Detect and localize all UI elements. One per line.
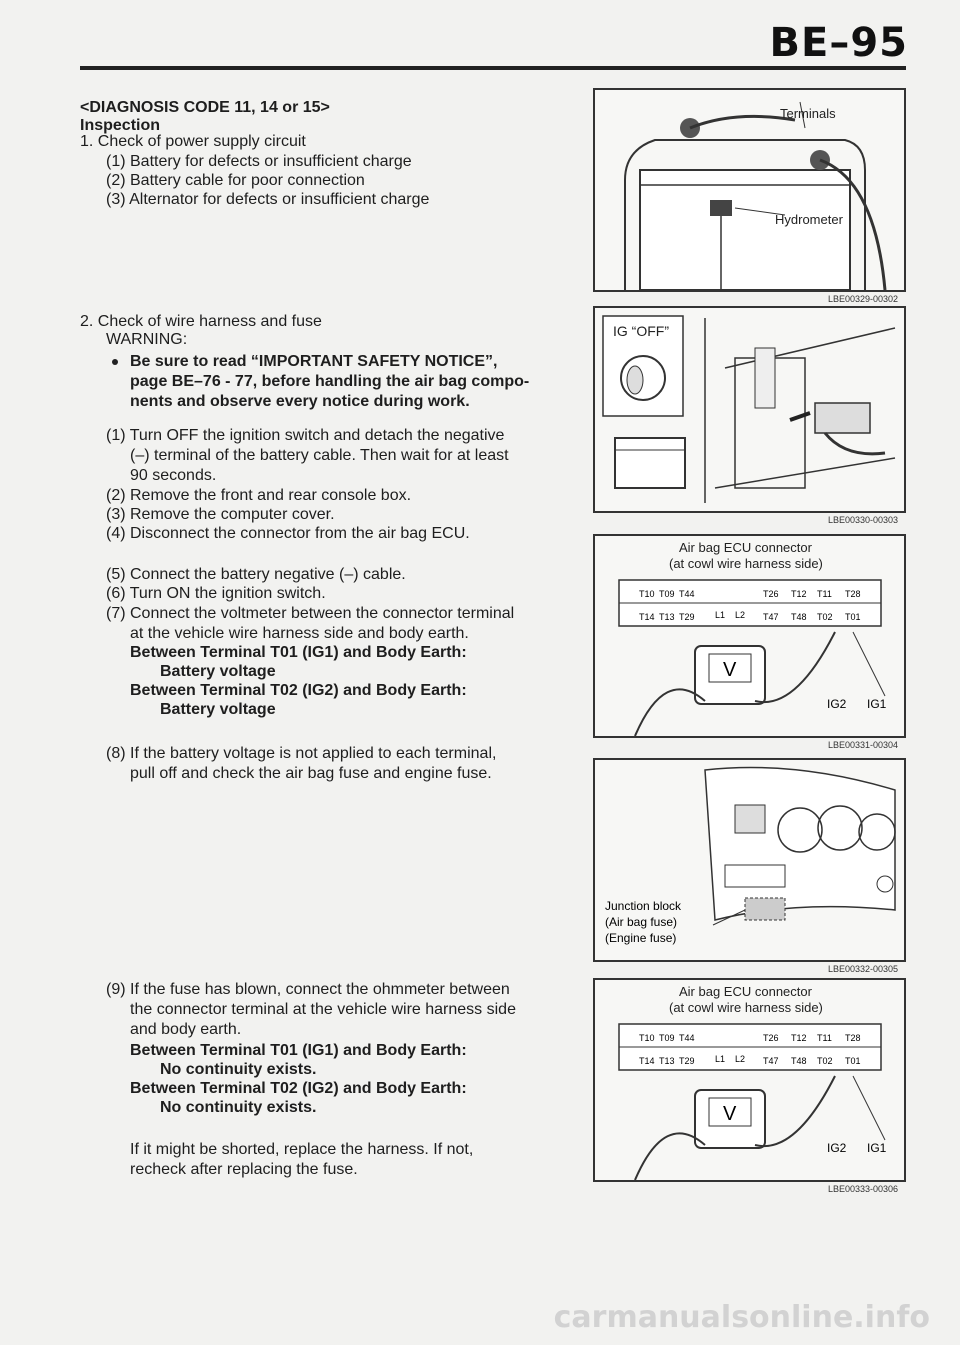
pin-l2: L2: [735, 610, 746, 620]
step-2-1c: 90 seconds.: [130, 467, 217, 484]
step-2-9b: the connector terminal at the vehicle wire harness side: [130, 1001, 516, 1018]
step-1-3: (3) Alternator for defects or insufficient charge: [106, 191, 430, 208]
figure-junction-block: [593, 758, 906, 962]
pin-t01: T01: [845, 612, 861, 622]
label-ig2-2: IG2: [827, 1141, 847, 1155]
pin-t11: T11: [817, 589, 832, 599]
step-2-2: (2) Remove the front and rear console box.: [106, 487, 412, 504]
pin-t12: T12: [791, 1033, 807, 1043]
pin-t11: T11: [817, 1033, 832, 1043]
section-subtitle: Inspection: [80, 117, 161, 134]
figure-connector-ohmmeter: [593, 978, 906, 1182]
step-1: 1. Check of power supply circuit: [80, 133, 306, 150]
connector-diagram-2: [595, 980, 904, 1180]
pin-l1: L1: [715, 1054, 726, 1064]
figure-connector-voltmeter: [593, 534, 906, 738]
label-air-bag-fuse: (Air bag fuse): [605, 915, 678, 929]
ohmmeter-v: V: [723, 1103, 737, 1125]
pin-t02: T02: [817, 612, 833, 622]
figure-ignition: [593, 306, 906, 513]
figure-code-2: LBE00330-00303: [828, 515, 899, 525]
pin-t14: T14: [639, 612, 655, 622]
pin-t12: T12: [791, 589, 807, 599]
pin-t47: T47: [763, 1056, 779, 1066]
step-2-9e: No continuity exists.: [160, 1061, 317, 1078]
figure-code-5: LBE00333-00306: [828, 1184, 899, 1194]
connector-subtitle-2: (at cowl wire harness side): [669, 1000, 823, 1015]
pin-t44: T44: [679, 589, 695, 599]
label-hydrometer: Hydrometer: [775, 212, 843, 227]
pin-l1: L1: [715, 610, 726, 620]
pin-t48: T48: [791, 1056, 807, 1066]
pin-t14: T14: [639, 1056, 655, 1066]
step-2-7a: (7) Connect the voltmeter between the connector terminal: [106, 605, 515, 622]
label-ig-off: IG “OFF”: [613, 323, 669, 339]
label-ig2-1: IG2: [827, 697, 847, 711]
bullet-icon: [112, 359, 118, 365]
warning-line-2: page BE–76 - 77, before handling the air bag compo-: [130, 373, 530, 390]
dashboard-illustration: [595, 760, 904, 960]
ignition-illustration: [595, 308, 904, 511]
step-2-1a: (1) Turn OFF the ignition switch and detach the negative: [106, 427, 505, 444]
step-2-9d: Between Terminal T01 (IG1) and Body Earth:: [130, 1042, 467, 1059]
step-2-9f: Between Terminal T02 (IG2) and Body Earth:: [130, 1080, 467, 1097]
warning-line-1: [112, 352, 497, 372]
step-2-8a: (8) If the battery voltage is not applied to each terminal,: [106, 745, 497, 762]
header-rule: [80, 66, 906, 70]
watermark: carmanualsonline.info: [553, 1300, 930, 1335]
battery-illustration: [595, 90, 904, 290]
step-2-1b: (–) terminal of the battery cable. Then wait for at least: [130, 447, 509, 464]
pin-t13: T13: [659, 612, 675, 622]
pin-t28: T28: [845, 589, 861, 599]
pin-t02: T02: [817, 1056, 833, 1066]
step-2-8b: pull off and check the air bag fuse and engine fuse.: [130, 765, 492, 782]
pin-t01: T01: [845, 1056, 861, 1066]
step-2-9a: (9) If the fuse has blown, connect the ohmmeter between: [106, 981, 510, 998]
step-2-9c: and body earth.: [130, 1021, 242, 1038]
step-2: 2. Check of wire harness and fuse: [80, 313, 322, 330]
voltmeter-v-1: V: [723, 659, 737, 681]
figure-battery: [593, 88, 906, 292]
step-2-9g: No continuity exists.: [160, 1099, 317, 1116]
pin-t44: T44: [679, 1033, 695, 1043]
pin-l2: L2: [735, 1054, 746, 1064]
step-2-9i: recheck after replacing the fuse.: [130, 1161, 358, 1178]
step-1-2: (2) Battery cable for poor connection: [106, 172, 365, 189]
pin-t29: T29: [679, 1056, 695, 1066]
pin-t26: T26: [763, 589, 779, 599]
label-engine-fuse: (Engine fuse): [605, 931, 677, 945]
step-2-7b: at the vehicle wire harness side and body earth.: [130, 625, 469, 642]
page-number: BE–95: [769, 20, 908, 66]
pin-t09: T09: [659, 589, 675, 599]
connector-title-2: Air bag ECU connector: [679, 984, 812, 999]
warning-line-3: nents and observe every notice during work.: [130, 393, 470, 410]
warning-text-1: Be sure to read “IMPORTANT SAFETY NOTICE”,: [130, 353, 498, 370]
pin-t48: T48: [791, 612, 807, 622]
connector-subtitle-1: (at cowl wire harness side): [669, 556, 823, 571]
figure-code-4: LBE00332-00305: [828, 964, 899, 974]
pin-t47: T47: [763, 612, 779, 622]
pin-t13: T13: [659, 1056, 675, 1066]
label-ig1-2: IG1: [867, 1141, 887, 1155]
pin-t28: T28: [845, 1033, 861, 1043]
warning-label: WARNING:: [106, 331, 188, 348]
step-2-9h: If it might be shorted, replace the harness. If not,: [130, 1141, 474, 1158]
step-2-6: (6) Turn ON the ignition switch.: [106, 585, 326, 602]
pin-t10: T10: [639, 589, 655, 599]
pin-t09: T09: [659, 1033, 675, 1043]
pin-t29: T29: [679, 612, 695, 622]
section-title: <DIAGNOSIS CODE 11, 14 or 15>: [80, 99, 330, 116]
pin-t26: T26: [763, 1033, 779, 1043]
label-junction-block: Junction block: [605, 899, 682, 913]
label-terminals: Terminals: [780, 106, 836, 121]
step-1-1: (1) Battery for defects or insufficient charge: [106, 153, 412, 170]
label-ig1-1: IG1: [867, 697, 887, 711]
figure-code-1: LBE00329-00302: [828, 294, 899, 304]
step-2-7c: Between Terminal T01 (IG1) and Body Earth:: [130, 644, 467, 661]
pin-t10: T10: [639, 1033, 655, 1043]
step-2-4: (4) Disconnect the connector from the air bag ECU.: [106, 525, 470, 542]
step-2-7f: Battery voltage: [160, 701, 276, 718]
step-2-3: (3) Remove the computer cover.: [106, 506, 335, 523]
step-2-7e: Between Terminal T02 (IG2) and Body Earth:: [130, 682, 467, 699]
connector-title-1: Air bag ECU connector: [679, 540, 812, 555]
step-2-5: (5) Connect the battery negative (–) cable.: [106, 566, 406, 583]
step-2-7d: Battery voltage: [160, 663, 276, 680]
figure-code-3: LBE00331-00304: [828, 740, 899, 750]
connector-diagram-1: [595, 536, 904, 736]
